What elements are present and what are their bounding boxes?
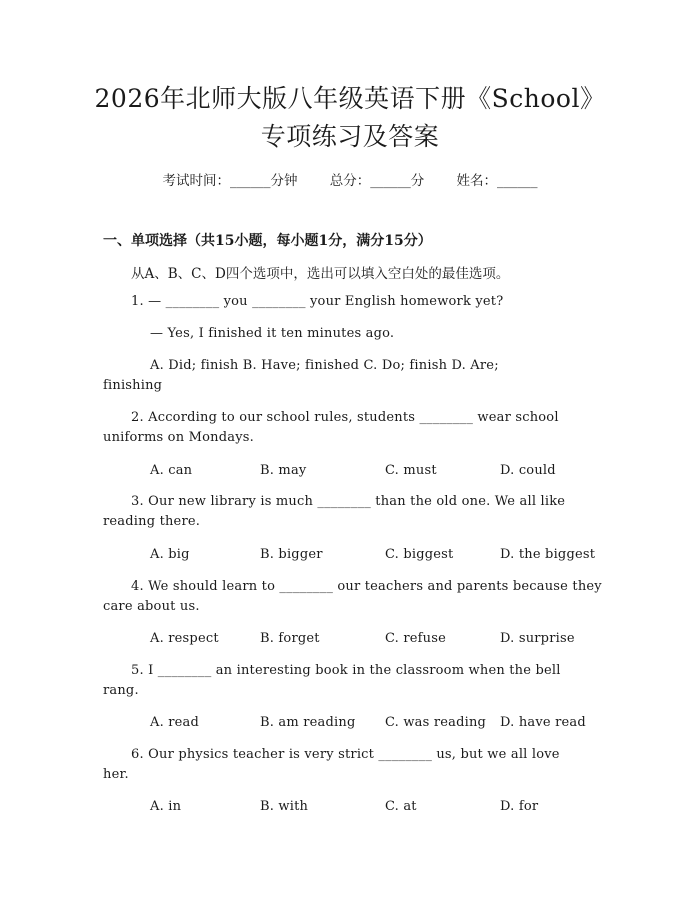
question-4-text-wrap: care about us. [103,599,200,614]
question-3-option-d: D. the biggest [500,547,596,562]
question-2-option-a: A. can [150,463,193,478]
question-5-text-wrap: rang. [103,683,139,698]
question-2-text-wrap: uniforms on Mondays. [103,430,254,445]
question-1-text: 1. — ________ you ________ your English homework yet? [131,294,504,309]
question-4-text: 4. We should learn to ________ our teachers and parents because they [131,579,602,594]
question-3-text-wrap: reading there. [103,514,201,529]
question-3-option-a: A. big [150,547,190,562]
document-title-line-1: 2026年北师大版八年级英语下册《School》 [94,84,606,113]
section-heading: 一、单项选择（共15小题，每小题1分，满分15分） [103,233,432,249]
document-title-line-2: 专项练习及答案 [260,122,440,151]
question-3-option-b: B. bigger [260,547,323,562]
question-5-option-d: D. have read [500,715,586,730]
question-4-option-d: D. surprise [500,631,575,646]
total-score-field: 总分：______分 [329,173,425,189]
question-5-option-a: A. read [150,715,200,730]
question-5-text: 5. I ________ an interesting book in the classroom when the bell [131,663,561,678]
question-3-text: 3. Our new library is much ________ than the old one. We all like [131,494,566,509]
question-2-option-d: D. could [500,463,556,478]
question-4-option-b: B. forget [260,631,320,646]
section-instruction: 从A、B、C、D四个选项中，选出可以填入空白处的最佳选项。 [131,266,510,282]
question-4-option-a: A. respect [150,631,219,646]
question-6-option-d: D. for [500,799,539,814]
question-6-option-c: C. at [385,799,417,814]
question-6-text: 6. Our physics teacher is very strict ________ us, but we all love [131,747,560,762]
question-2-option-b: B. may [260,463,307,478]
exam-time-field: 考试时间：______分钟 [162,173,298,189]
question-2-text: 2. According to our school rules, students ________ wear school [131,410,559,425]
question-1-options: A. Did; finish B. Have; finished C. Do; finish D. Are; [150,358,499,373]
question-5-option-b: B. am reading [260,715,356,730]
question-1-options-wrap: finishing [103,378,163,393]
student-name-field: 姓名：______ [456,173,538,189]
question-1-answer-line: — Yes, I finished it ten minutes ago. [150,326,395,341]
question-2-option-c: C. must [385,463,437,478]
question-6-option-a: A. in [150,799,182,814]
question-6-text-wrap: her. [103,767,129,782]
question-6-option-b: B. with [260,799,309,814]
exam-info [0,169,700,189]
question-3-option-c: C. biggest [385,547,454,562]
question-5-option-c: C. was reading [385,715,487,730]
question-4-option-c: C. refuse [385,631,447,646]
